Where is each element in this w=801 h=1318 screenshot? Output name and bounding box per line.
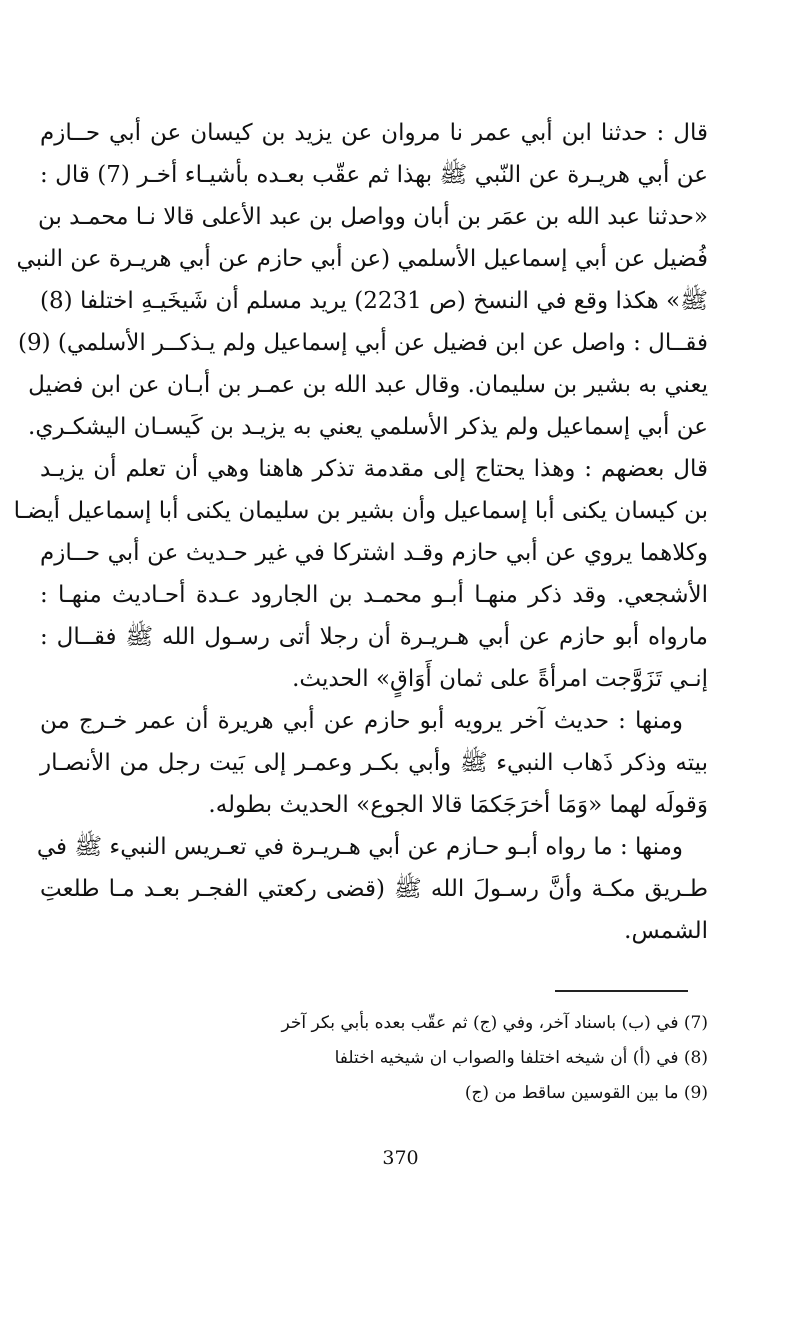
text-line-3: «حدثنا عبد الله بن عمَر بن أبان وواصل بن عبد الأعلى قالا نـا محمـد بن [37,204,708,230]
text-line-14: إنـي تَزَوَّجت امرأةً على ثمان أَوَاقٍ» الحديث. [292,666,708,692]
text-line-13: مارواه أبو حازم عن أبي هـريـرة أن رجلا أتى رسـول الله ﷺ فقــال : [40,624,708,650]
text-line-18: ومنها : ما رواه أبـو حـازم عن أبي هـريـرة في تعـريس النبيء ﷺ في [36,834,683,860]
text-line-4: فُضيل عن أبي إسماعيل الأسلمي (عن أبي حازم عن أبي هريـرة عن النبي [16,246,708,272]
footnote-7: (7) في (ب) باسناد آخر، وفي (ج) ثم عقّب بعده بأبي بكر آخر [281,1013,708,1033]
text-line-10: بن كيسان يكنى أبا إسماعيل وأن بشير بن سليمان يكنى أبا إسماعيل أيضـا [13,498,708,524]
text-line-1: قال : حدثنا ابن أبي عمر نا مروان عن يزيد بن كيسان عن أبي حــازم [40,120,708,146]
footnote-divider [555,990,688,992]
text-line-5: ﷺ» هكذا وقع في النسخ (ص 2231) يريد مسلم أن شَيخَيـهِ اختلفا (8) [40,288,708,314]
text-line-11: وكلاهما يروي عن أبي حازم وقـد اشتركا في غير حـديث عن أبي حــازم [40,540,708,566]
text-line-8: عن أبي إسماعيل ولم يذكر الأسلمي يعني به يزيـد بن كَيسـان اليشكـري. [28,414,708,440]
text-line-17: وَقولَه لهما «وَمَا أخرَجَكمَا قالا الجوع» الحديث بطوله. [208,792,708,818]
page-number: 370 [382,1147,419,1169]
text-line-19: طـريق مكـة وأنَّ رسـولَ الله ﷺ (قضى ركعتي الفجـر بعـد مـا طلعتِ [40,876,708,902]
footnote-9: (9) ما بين القوسين ساقط من (ج) [464,1083,708,1103]
text-line-16: بيته وذكر ذَهاب النبيء ﷺ وأبي بكـر وعمـر إلى بَيت رجل من الأنصـار [40,750,708,776]
text-line-2: عن أبي هريـرة عن النّبي ﷺ بهذا ثم عقّب بعـده بأشيـاء أخـر (7) قال : [40,162,708,188]
text-line-15: ومنها : حديث آخر يرويه أبو حازم عن أبي هريرة أن عمر خـرج من [40,708,683,734]
footnote-8: (8) في (أ) أن شيخه اختلفا والصواب ان شيخيه اختلفا [334,1048,708,1068]
text-line-6: فقــال : واصل عن ابن فضيل عن أبي إسماعيل ولم يـذكــر الأسلمي) (9) [17,330,708,356]
text-line-7: يعني به بشير بن سليمان. وقال عبد الله بن عمـر بن أبـان عن ابن فضيل [28,372,708,398]
text-line-12: الأشجعي. وقد ذكر منهـا أبـو محمـد بن الجارود عـدة أحـاديث منهـا : [40,582,708,608]
text-line-20: الشمس. [624,918,708,944]
text-line-9: قال بعضهم : وهذا يحتاج إلى مقدمة تذكر هاهنا وهي أن تعلم أن يزيـد [40,456,708,482]
